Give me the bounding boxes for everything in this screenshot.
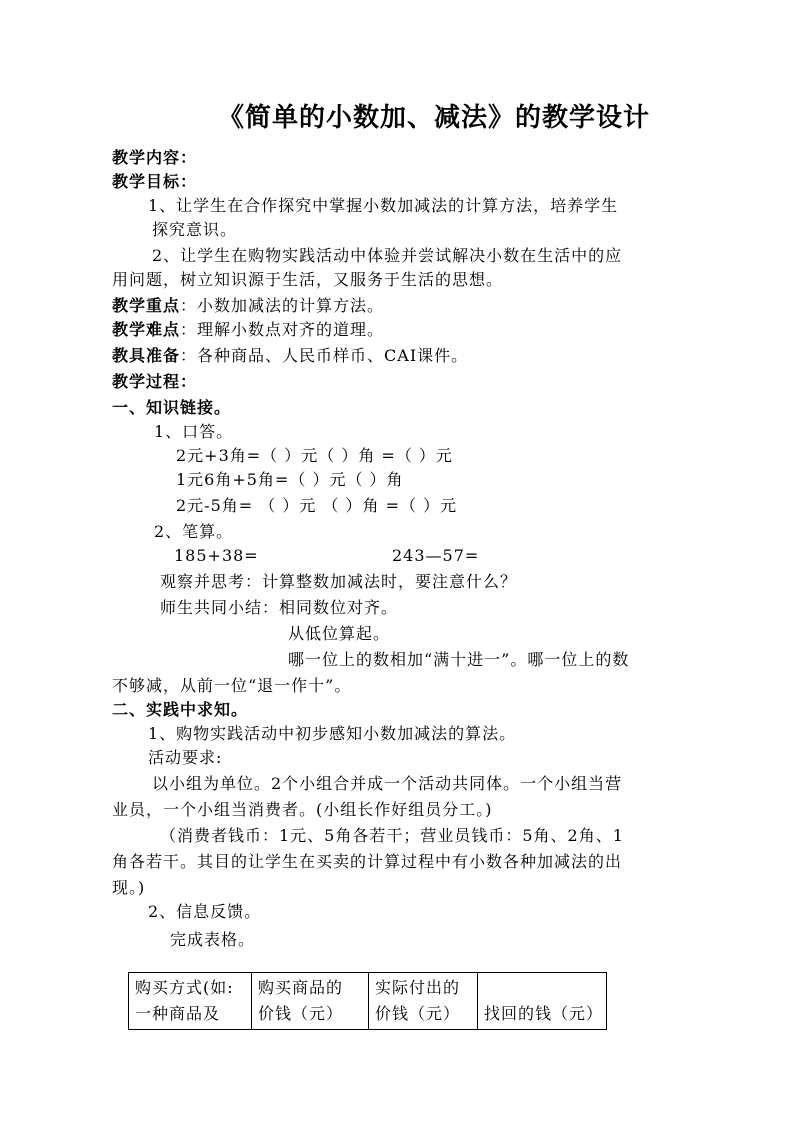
written-label: 2、笔算。 bbox=[154, 522, 234, 541]
activity-paragraph-2-line-3: 现。) bbox=[112, 878, 146, 897]
section-2-heading: 二、实践中求知。 bbox=[112, 700, 249, 719]
goal-label: 教学目标： bbox=[112, 172, 198, 191]
goal-1-line-1: 1、让学生在合作探究中掌握小数加减法的计算方法，培养学生 bbox=[148, 196, 619, 215]
oral-question-3: 2元-5角= （ ）元 （ ）角 =（ ）元 bbox=[176, 496, 458, 515]
table-header-row bbox=[129, 973, 607, 1030]
key-point-text: ：小数加减法的计算方法。 bbox=[180, 296, 385, 315]
oral-question-1: 2元+3角=（ ）元（ ）角 =（ ）元 bbox=[176, 446, 453, 465]
difficulty-text: ：理解小数点对齐的道理。 bbox=[180, 320, 385, 339]
content-label: 教学内容： bbox=[112, 148, 198, 167]
record-table bbox=[128, 972, 607, 1030]
key-point bbox=[112, 294, 384, 318]
activity-paragraph-2-line-1: （消费者钱币：1元、5角各若干；营业员钱币：5角、2角、1 bbox=[160, 826, 624, 845]
summary-line-3: 哪一位上的数相加“满十进一”。哪一位上的数 bbox=[288, 650, 630, 669]
header-item-price: 购买商品的 价钱（元） bbox=[252, 973, 369, 1030]
activity-paragraph-1-line-2: 业员，一个小组当消费者。(小组长作好组员分工。) bbox=[112, 800, 493, 819]
header-purchase-method: 购买方式(如: 一种商品及 bbox=[129, 973, 252, 1030]
activity-paragraph-1-line-1: 以小组为单位。2个小组合并成一个活动共同体。一个小组当营 bbox=[152, 774, 623, 793]
goal-2-line-2: 用问题，树立知识源于生活，又服务于生活的思想。 bbox=[112, 270, 504, 289]
process-label: 教学过程： bbox=[112, 372, 198, 391]
oral-question-2: 1元6角+5角=（ ）元（ ）角 bbox=[176, 470, 404, 489]
key-point-label: 教学重点 bbox=[112, 296, 181, 315]
activity-paragraph-2-line-2: 角各若干。其目的让学生在买卖的计算过程中有小数各种加减法的出 bbox=[112, 852, 623, 871]
feedback-label: 2、信息反馈。 bbox=[148, 902, 262, 921]
preparation-text: ：各种商品、人民币样币、CAI课件。 bbox=[180, 346, 469, 365]
calc-1: 185+38= bbox=[174, 546, 259, 565]
activity-1: 1、购物实践活动中初步感知小数加减法的算法。 bbox=[148, 724, 517, 743]
difficulty-label: 教学难点 bbox=[112, 320, 181, 339]
goal-2-line-1: 2、让学生在购物实践活动中体验并尝试解决小数在生活中的应 bbox=[152, 246, 623, 265]
complete-table-label: 完成表格。 bbox=[170, 930, 256, 949]
oral-label: 1、口答。 bbox=[154, 422, 234, 441]
summary-line-2: 从低位算起。 bbox=[288, 624, 391, 643]
document-title: 《简单的小数加、减法》的教学设计 bbox=[218, 103, 651, 133]
preparation-label: 教具准备 bbox=[112, 346, 181, 365]
preparation bbox=[112, 344, 468, 368]
summary-line-4: 不够减，从前一位“退一作十”。 bbox=[112, 676, 352, 695]
difficulty bbox=[112, 318, 384, 342]
header-change-returned: 找回的钱（元） bbox=[478, 973, 607, 1030]
section-1-heading: 一、知识链接。 bbox=[112, 398, 232, 417]
activity-requirements: 活动要求: bbox=[148, 748, 223, 767]
calc-2: 243—57= bbox=[392, 546, 480, 565]
header-actual-paid: 实际付出的 价钱（元） bbox=[369, 973, 478, 1030]
observe-question: 观察并思考：计算整数加减法时，要注意什么？ bbox=[160, 572, 518, 591]
goal-1-line-2: 探究意识。 bbox=[152, 220, 238, 239]
summary-line-1: 师生共同小结：相同数位对齐。 bbox=[160, 598, 399, 617]
